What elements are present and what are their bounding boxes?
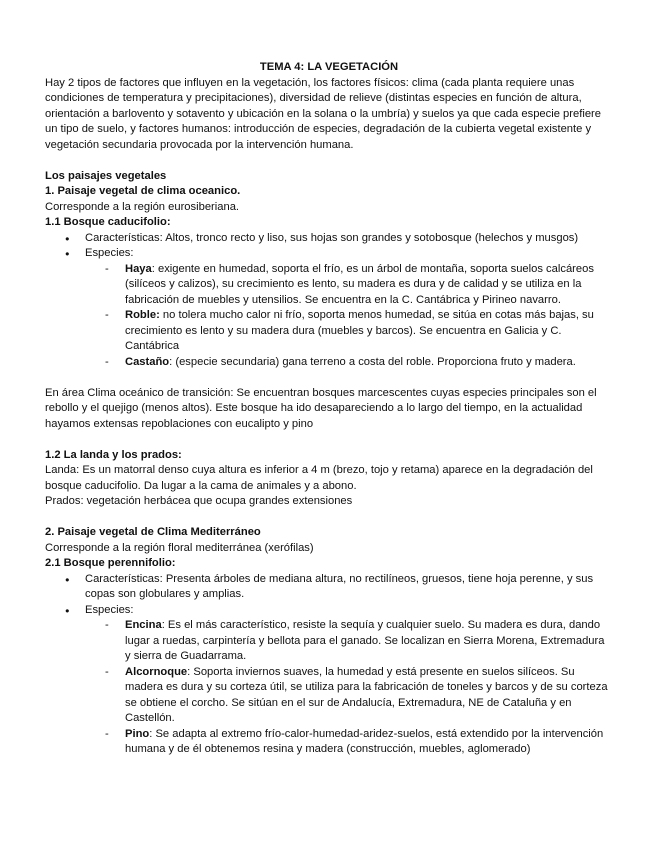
region-text: Corresponde a la región eurosiberiana.: [45, 200, 240, 213]
landa-text: Landa: Es un matorral denso cuya altura es inferior a 4 m (brezo, tojo y retama) aparece en la degradación del bosque caducifolio. Da lugar a la cama de animales y a abono.: [45, 464, 593, 492]
bullet-especies: [45, 603, 613, 758]
subheading-landa: 1.2 La landa y los prados:: [45, 448, 182, 461]
species-name: Alcornoque: [125, 665, 188, 678]
prados-text: Prados: vegetación herbácea que ocupa grandes extensiones: [45, 495, 353, 507]
transition-paragraph: En área Clima oceánico de transición: Se encuentran bosques marcescentes cuyas especies principales son el rebollo y el quejigo (menos altos). Este bosque ha ido desapareciendo a lo largo del tiempo, en la actualidad hayamos extensas repoblaciones con eucalipto y pino: [45, 386, 597, 430]
species-castano: [85, 355, 613, 371]
especies-label: Especies:: [85, 247, 134, 259]
document-page: [45, 60, 613, 758]
species-pino: [85, 727, 613, 758]
species-name: Encina: [125, 619, 162, 631]
species-name: Pino: [125, 727, 150, 740]
species-list: [85, 262, 613, 371]
intro-paragraph: Hay 2 tipos de factores que influyen en la vegetación, los factores físicos: clima (cada planta requiere unas condiciones de temperatura y precipitaciones), diversidad de relieve (distintas especies en función de altura, orientación a barlovento y sotavento y ubicación en la solana o la umbría) y suelos ya que cada especie prefiere un tipo de suelo, y factores humanos: introducción de especies, degradación de la cubierta vegetal existente y vegetación secundaria provocada por la intervención humana.: [45, 76, 601, 151]
species-text: : (especie secundaria) gana terreno a costa del roble. Proporciona fruto y madera.: [169, 355, 576, 368]
page-title: TEMA 4: LA VEGETACIÓN: [259, 61, 399, 73]
section-heading-paisajes: Los paisajes vegetales: [45, 169, 167, 182]
species-roble: [85, 308, 613, 355]
region-text: Corresponde a la región floral mediterránea (xerófilas): [45, 541, 314, 554]
bullet-list: [45, 572, 613, 758]
species-encina: [85, 618, 613, 665]
species-text: : Es el más característico, resiste la sequía y cualquier suelo. Su madera es dura, dando lugar a ruedas, carpintería y bellota para el ganado. Se localizan en Sierra Morena, Extremadura y sierra de Guadarrama.: [125, 619, 605, 662]
especies-label: Especies:: [85, 603, 134, 616]
species-name: Haya: [125, 262, 152, 275]
species-text: : exigente en humedad, soporta el frío, es un árbol de montaña, soporta suelos calcáreos (silíceos y calizos), su crecimiento es lento, su madera es dura y de calidad y se utiliza en la fabricación de muebles y utensilios. Se encuentra en la C. Cantábrica y Pirineo navarro.: [125, 262, 594, 306]
section-heading-oceanico: 1. Paisaje vegetal de clima oceanico.: [45, 185, 241, 197]
species-name: Castaño: [125, 355, 170, 368]
bullet-list: [45, 231, 613, 371]
species-list: [85, 618, 613, 758]
bullet-especies: [45, 246, 613, 370]
bullet-caracteristicas: ● Características: Presenta árboles de mediana altura, no rectilíneos, gruesos, tiene hoja perenne, y sus copas son globulares y amplias.: [45, 572, 613, 603]
section-heading-mediterraneo: 2. Paisaje vegetal de Clima Mediterráneo: [45, 526, 261, 538]
subheading-perennifolio: 2.1 Bosque perennifolio:: [45, 557, 176, 569]
subheading-caducifolio: 1.1 Bosque caducifolio:: [45, 216, 171, 228]
species-haya: [85, 262, 613, 309]
species-text: : Soporta inviernos suaves, la humedad y está presente en suelos silíceos. Su madera es dura y su corteza útil, se utiliza para la fabricación de toneles y barcos y de su corteza se obtiene el corcho. Se sitúan en el sur de Andalucía, Extremadura, NE de Cataluña y en Castellón.: [125, 665, 608, 724]
species-name: Roble:: [125, 309, 160, 321]
species-text: no tolera mucho calor ni frío, soporta menos humedad, se sitúa en cotas más bajas, su crecimiento es lento y su madera dura (muebles y barcos). Se encuentra en Galicia y C. Cantábrica: [125, 309, 594, 352]
species-text: : Se adapta al extremo frío-calor-humedad-aridez-suelos, está extendido por la intervención humana y de él obtenemos resina y madera (construcción, muebles, aglomerado): [125, 727, 604, 755]
bullet-caracteristicas: ● Características: Altos, tronco recto y liso, sus hojas son grandes y sotobosque (helechos y musgos): [45, 231, 613, 247]
species-alcornoque: [85, 665, 613, 727]
